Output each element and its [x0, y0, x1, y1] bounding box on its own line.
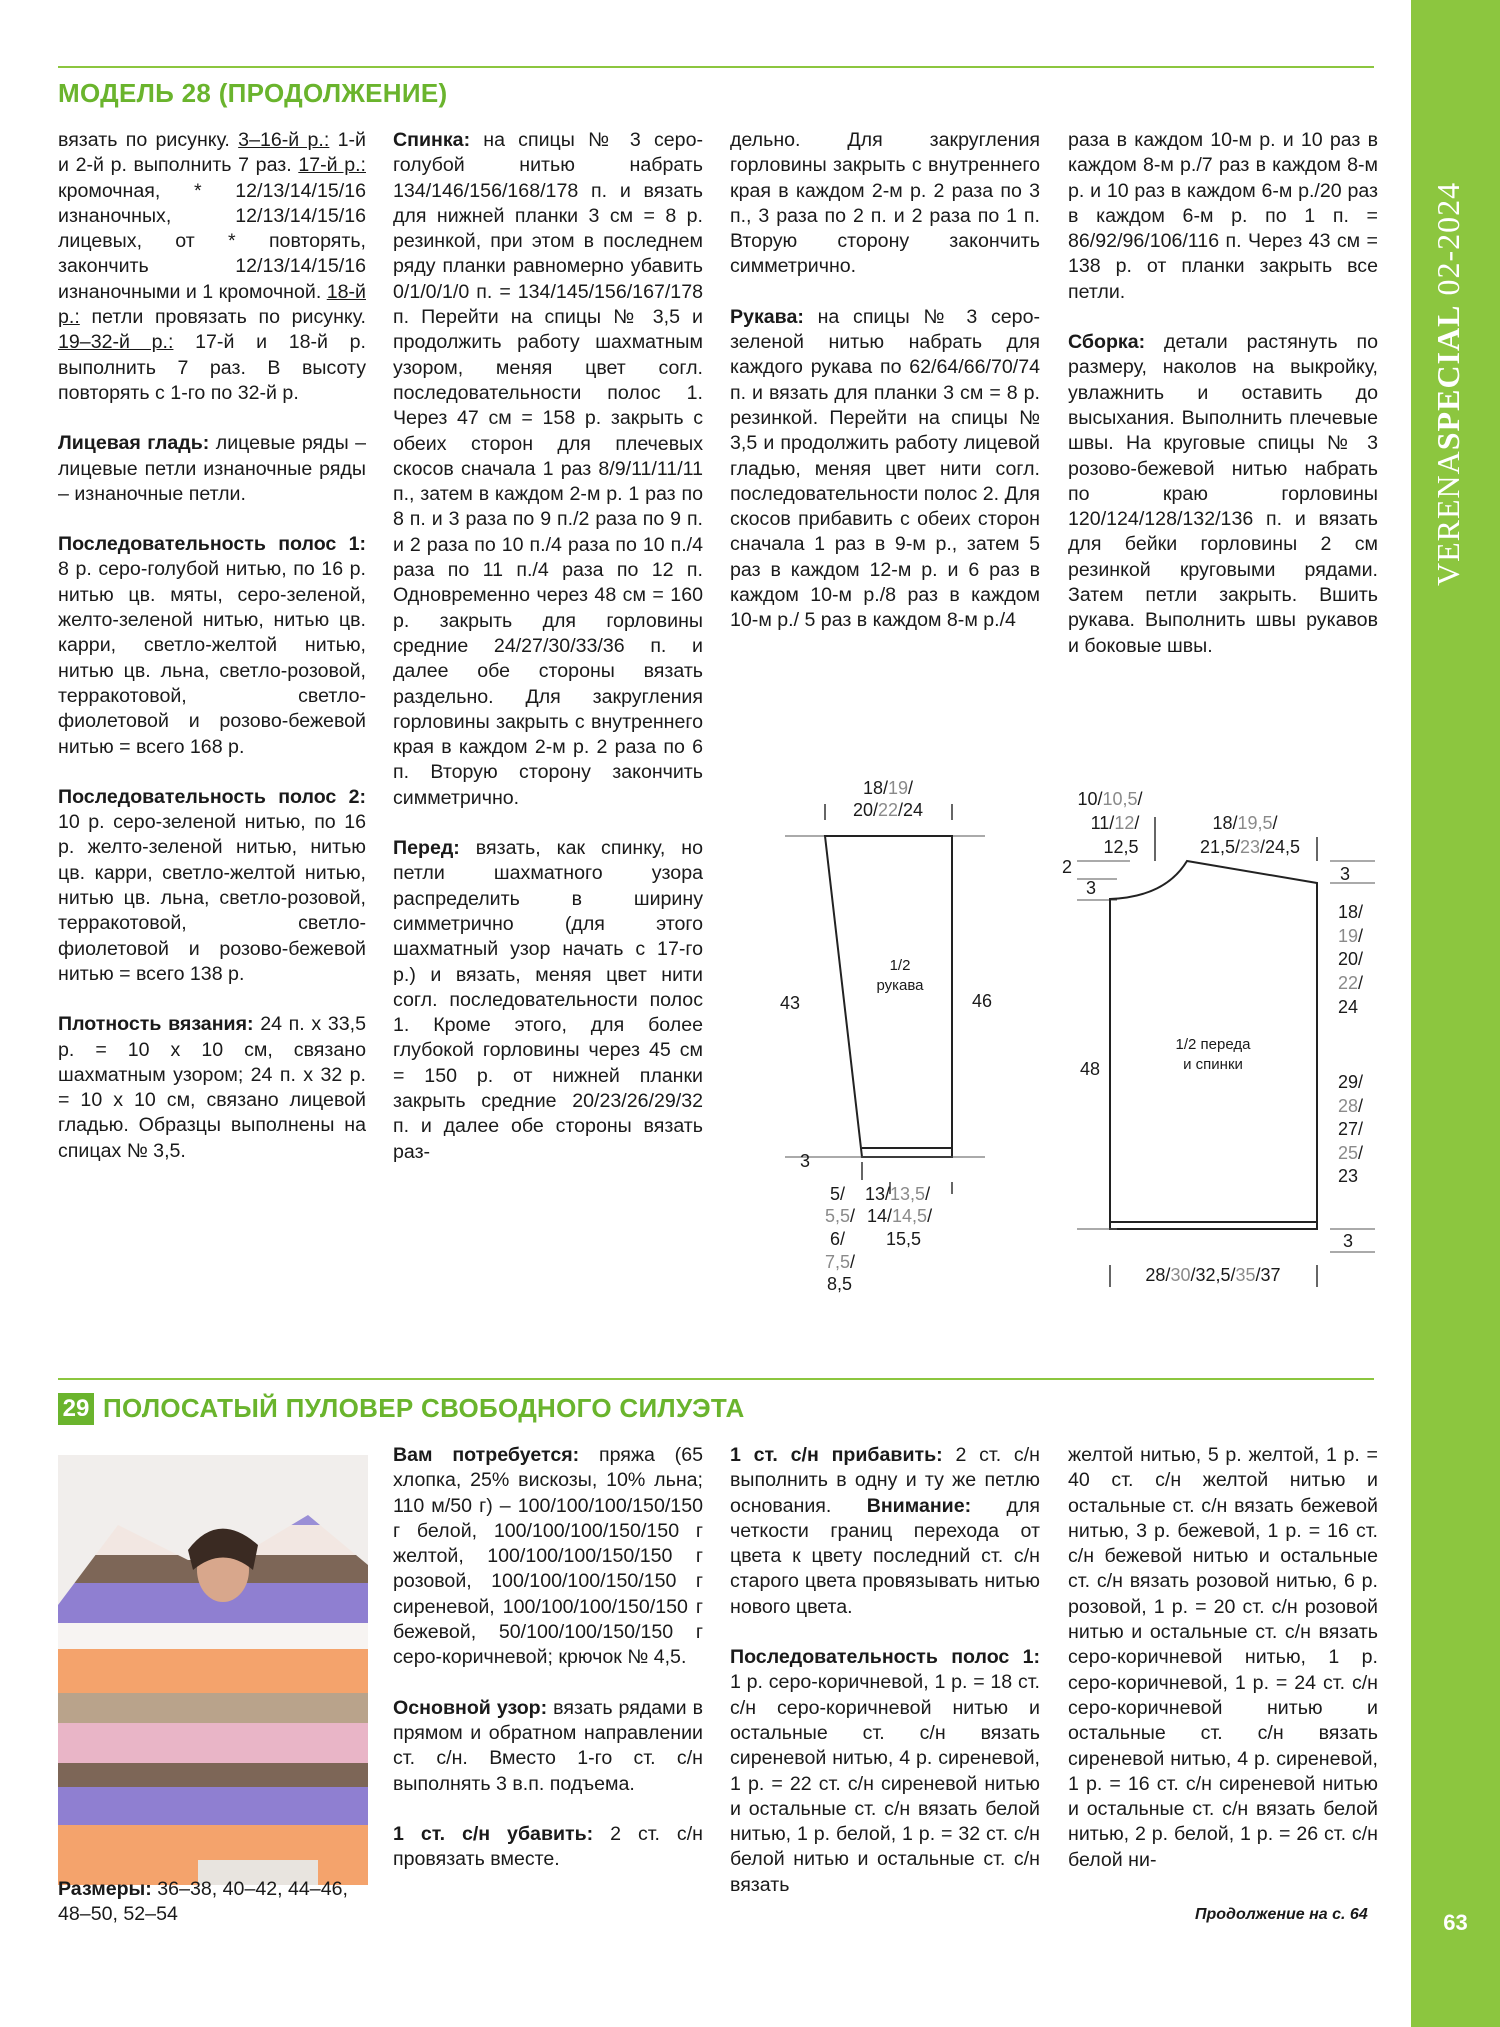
model-photo [58, 1455, 368, 1885]
shoulder-drop: 3 [1339, 864, 1351, 884]
hem-height: 3 [1343, 1231, 1354, 1251]
model29-column-3: 1 ст. с/н прибавить: 2 ст. с/н выполнить в одну и ту же петлю основания. Внимание: для четкости границ перехода от цвета к цвету последний ст. с/н старого цвета провязывать нитью нового цвета. Последовательность полос 1: 1 р. серо-коричневой, 1 р. = 18 ст. с/н серо-коричневой нитью и остальные ст. с/н вязать сиреневой нитью, 4 р. сиреневой, 1 р. = 22 ст. с/н сиреневой нитью и остальные ст. с/н вязать белой нитью, 1 р. белой, 1 р. = 32 ст. с/н белой нитью и остальные ст. с/н вязать [730, 1444, 1040, 1896]
sleeve-cuff-left-3: 6/ [830, 1229, 846, 1249]
top-rule [58, 66, 1374, 68]
body-label-1: 1/2 переда [1175, 1036, 1251, 1053]
sleeve-cuff-left-1: 5/ [830, 1184, 846, 1204]
model28-column-3: дельно. Для закругления горловины закрыть с внутреннего края в каждом 2-м р. 2 раза по 3 п., 3 раза по 2 п. и 2 раза по 1 п. Вторую сторону закончить симметрично. Рукава: на спицы № 3 серо-зеленой нитью набрать для каждого рукава по 62/64/66/70/74 п. и вязать для планки 3 см = 8 р. резинкой. Перейти на спицы № 3,5 и продолжить работу лицевой гладью, меняя цвет нити согл. последовательности полос 2. Для скосов прибавить с обеих сторон сначала 1 раз в 9-м р., затем 5 раз в каждом 12-м р. и 6 раз в каждом 10-м р./8 раз в каждом 10-м р./ 5 раз в каждом 8-м р./4 [730, 129, 1040, 632]
sleeve-label-2: рукава [876, 977, 924, 994]
section-header-model29: ПОЛОСАТЫЙ ПУЛОВЕР СВОБОДНОГО СИЛУЭТА [103, 1393, 745, 1423]
section-header-model28: МОДЕЛЬ 28 (ПРОДОЛЖЕНИЕ) [58, 78, 448, 108]
shoulder-width-2: 21,5/23/24,5 [1199, 837, 1301, 857]
armhole-4: 22/ [1338, 973, 1364, 993]
section-rule-29 [58, 1378, 1374, 1380]
neck-depth-3: 3 [1085, 878, 1097, 898]
sleeve-outline [825, 836, 952, 1157]
page-number: 63 [1443, 1910, 1468, 1935]
body-label-2: и спинки [1183, 1056, 1243, 1073]
model29-sizes: Размеры: 36–38, 40–42, 44–46, 48–50, 52–54 [58, 1878, 348, 1926]
body-diagram [1055, 775, 1385, 1295]
magazine-brand: VERENASPECIAL 02-2024 [1430, 181, 1466, 586]
body-height-left: 48 [1079, 1059, 1101, 1079]
sleeve-label-1: 1/2 [889, 957, 911, 974]
neck-width-1: 10/10,5/ [1077, 789, 1143, 809]
sleeve-cuff-left-5: 8,5 [827, 1274, 853, 1294]
sleeve-height-left: 43 [779, 993, 801, 1013]
side-3: 27/ [1338, 1119, 1364, 1139]
model-number-badge: 29 [58, 1393, 94, 1425]
shoulder-width-1: 18/19,5/ [1212, 813, 1278, 833]
side-5: 23 [1338, 1166, 1359, 1186]
sleeve-height-right: 46 [971, 991, 993, 1011]
model29-column-2: Вам потребуется: пряжа (65 хлопка, 25% вискозы, 10% льна; 110 м/50 г) – 100/100/100/150/150 г белой, 100/100/100/150/150 г желтой, 100/100/100/150/150 г розовой, 100/100/100/150/150 г сиреневой, 100/100/100/150/150 г бежевой, 50/100/100/150/150 г серо-коричневой; крючок № 4,5. Основной узор: вязать рядами в прямом и обратном направлении ст. с/н. Вместо 1-го ст. с/н выполнять 3 в.п. подъема. 1 ст. с/н убавить: 2 ст. с/н провязать вместе. [393, 1444, 704, 1871]
body-bottom-width: 28/30/32,5/35/37 [1145, 1265, 1281, 1285]
armhole-3: 20/ [1338, 949, 1364, 969]
model28-column-1: вязать по рисунку. 3–16-й р.: 1-й и 2-й р. выполнить 7 раз. 17-й р.: кромочная, * 12/13/14/15/16 изнаночных, 12/13/14/15/16 лицевых, от * повторять, закончить 12/13/14/15/16 изнаночными и 1 кромочной. 18-й р.: петли провязать по рисунку. 19–32-й р.: 17-й и 18-й р. выполнить 7 раз. В высоту повторять с 1-го по 32-й р. Лицевая гладь: лицевые ряды – лицевые петли изнаночные ряды – изнаночные петли. Последовательность полос 1: 8 р. серо-голубой нитью, по 16 р. нитью цв. мяты, серо-зеленой, желто-зеленой нитью, нитью цв. карри, светло-желтой нитью, нитью цв. льна, светло-розовой, терракотовой, светло-фиолетовой и розово-бежевой нитью = всего 168 р. Последовательность полос 2: 10 р. серо-зеленой нитью, по 16 р. желто-зеленой нитью, нитью цв. карри, светло-желтой нитью, нитью цв. льна, светло-розовой, терракотовой, светло-фиолетовой и розово-бежевой нитью = всего 138 р. Плотность вязания: 24 п. х 33,5 р. = 10 х 10 см, связано шахматным узором; 24 п. х 32 р. = 10 х 10 см, связано лицевой гладью. Образцы выполнены на спицах № 3,5. [58, 129, 367, 1162]
model28-column-4: раза в каждом 10-м р. и 10 раз в каждом 8-м р./7 раз в каждом 8-м р. и 10 раз в каждом 6-м р./20 раз в каждом 6-м р. по 1 п. = 86/92/96/106/116 п. Через 43 см = 138 р. от планки закрыть все петли. Сборка: детали растянуть по размеру, наколов на выкройку, увлажнить и оставить до высыхания. Выполнить плечевые швы. На круговые спицы № 3 розово-бежевой нитью набрать по краю горловины 120/124/128/132/136 п. и вязать для бейки горловины 2 см резинкой круговыми рядами. Затем петли закрыть. Вшить рукава. Выполнить швы рукавов и боковые швы. [1068, 129, 1378, 657]
armhole-1: 18/ [1338, 902, 1364, 922]
sleeve-top-width-1: 18/19/ [862, 778, 914, 798]
sleeve-cuff-height: 3 [799, 1151, 811, 1171]
armhole-2: 19/ [1338, 926, 1364, 946]
side-4: 25/ [1338, 1143, 1364, 1163]
model29-column-4: желтой нитью, 5 р. желтой, 1 р. = 40 ст. с/н желтой нитью и остальные ст. с/н вязать бежевой нитью, 3 р. бежевой, 1 р. = 16 ст. с/н бежевой нитью и остальные ст. с/н вязать розовой нитью, 6 р. розовой, 1 р. = 20 ст. с/н розовой нитью и остальные ст. с/н вязать серо-коричневой нитью, 1 р. серо-коричневой, 1 р. = 24 ст. с/н серо-коричневой нитью и остальные ст. с/н вязать сиреневой нитью, 4 р. сиреневой, 1 р. = 16 ст. с/н сиреневой нитью и остальные ст. с/н вязать белой нитью, 2 р. белой, 1 р. = 26 ст. с/н белой ни- [1068, 1444, 1378, 1871]
sleeve-cuff-right-1: 13/13,5/ [865, 1184, 931, 1204]
sleeve-cuff-left-4: 7,5/ [825, 1252, 856, 1272]
neck-depth-2: 2 [1061, 857, 1073, 877]
side-1: 29/ [1338, 1072, 1364, 1092]
sleeve-top-width-2: 20/22/24 [852, 800, 924, 820]
neck-width-3: 12,5 [1103, 837, 1139, 857]
sleeve-cuff-left-2: 5,5/ [825, 1206, 856, 1226]
sleeve-diagram [770, 770, 1000, 1300]
continued-note: Продолжение на с. 64 [1195, 1906, 1368, 1923]
neck-width-2: 11/12/ [1090, 813, 1140, 833]
armhole-5: 24 [1338, 997, 1359, 1017]
sleeve-cuff-right-3: 15,5 [886, 1229, 922, 1249]
model28-column-2: Спинка: на спицы № 3 серо-голубой нитью набрать 134/146/156/168/178 п. и вязать для нижней планки 3 см = 8 р. резинкой, при этом в последнем ряду планки равномерно убавить 0/1/0/1/0 п. = 134/145/156/167/178 п. Перейти на спицы № 3,5 и продолжить работу шахматным узором, меняя цвет согл. последовательности полос 1. Через 47 см = 158 р. закрыть с обеих сторон для плечевых скосов сначала 1 раз 8/9/11/11/11 п., затем в каждом 2-м р. 1 раз по 8 п. и 3 раза по 9 п./2 раза по 9 п. и 2 раза по 10 п./4 раза по 10 п./4 раза по 11 п./4 раза по 12 п. Одновременно через 48 см = 160 р. закрыть для горловины средние 24/27/30/33/36 п. и далее обе стороны вязать раздельно. Для закругления горловины закрыть с внутреннего края в каждом 2-м р. 2 раза по 6 п. Вторую сторону закончить симметрично. Перед: вязать, как спинку, но петли шахматного узора распределить в ширину симметрично (для этого шахматный узор начать с 17-го р.) и вязать, меняя цвет нити согл. последовательности полос 1. Кроме этого, для более глубокой горловины через 45 см = 150 р. от нижней планки закрыть средние 20/23/26/29/32 п. и далее обе стороны вязать раз- [393, 129, 703, 1163]
sleeve-cuff-right-2: 14/14,5/ [867, 1206, 933, 1226]
side-2: 28/ [1338, 1096, 1364, 1116]
